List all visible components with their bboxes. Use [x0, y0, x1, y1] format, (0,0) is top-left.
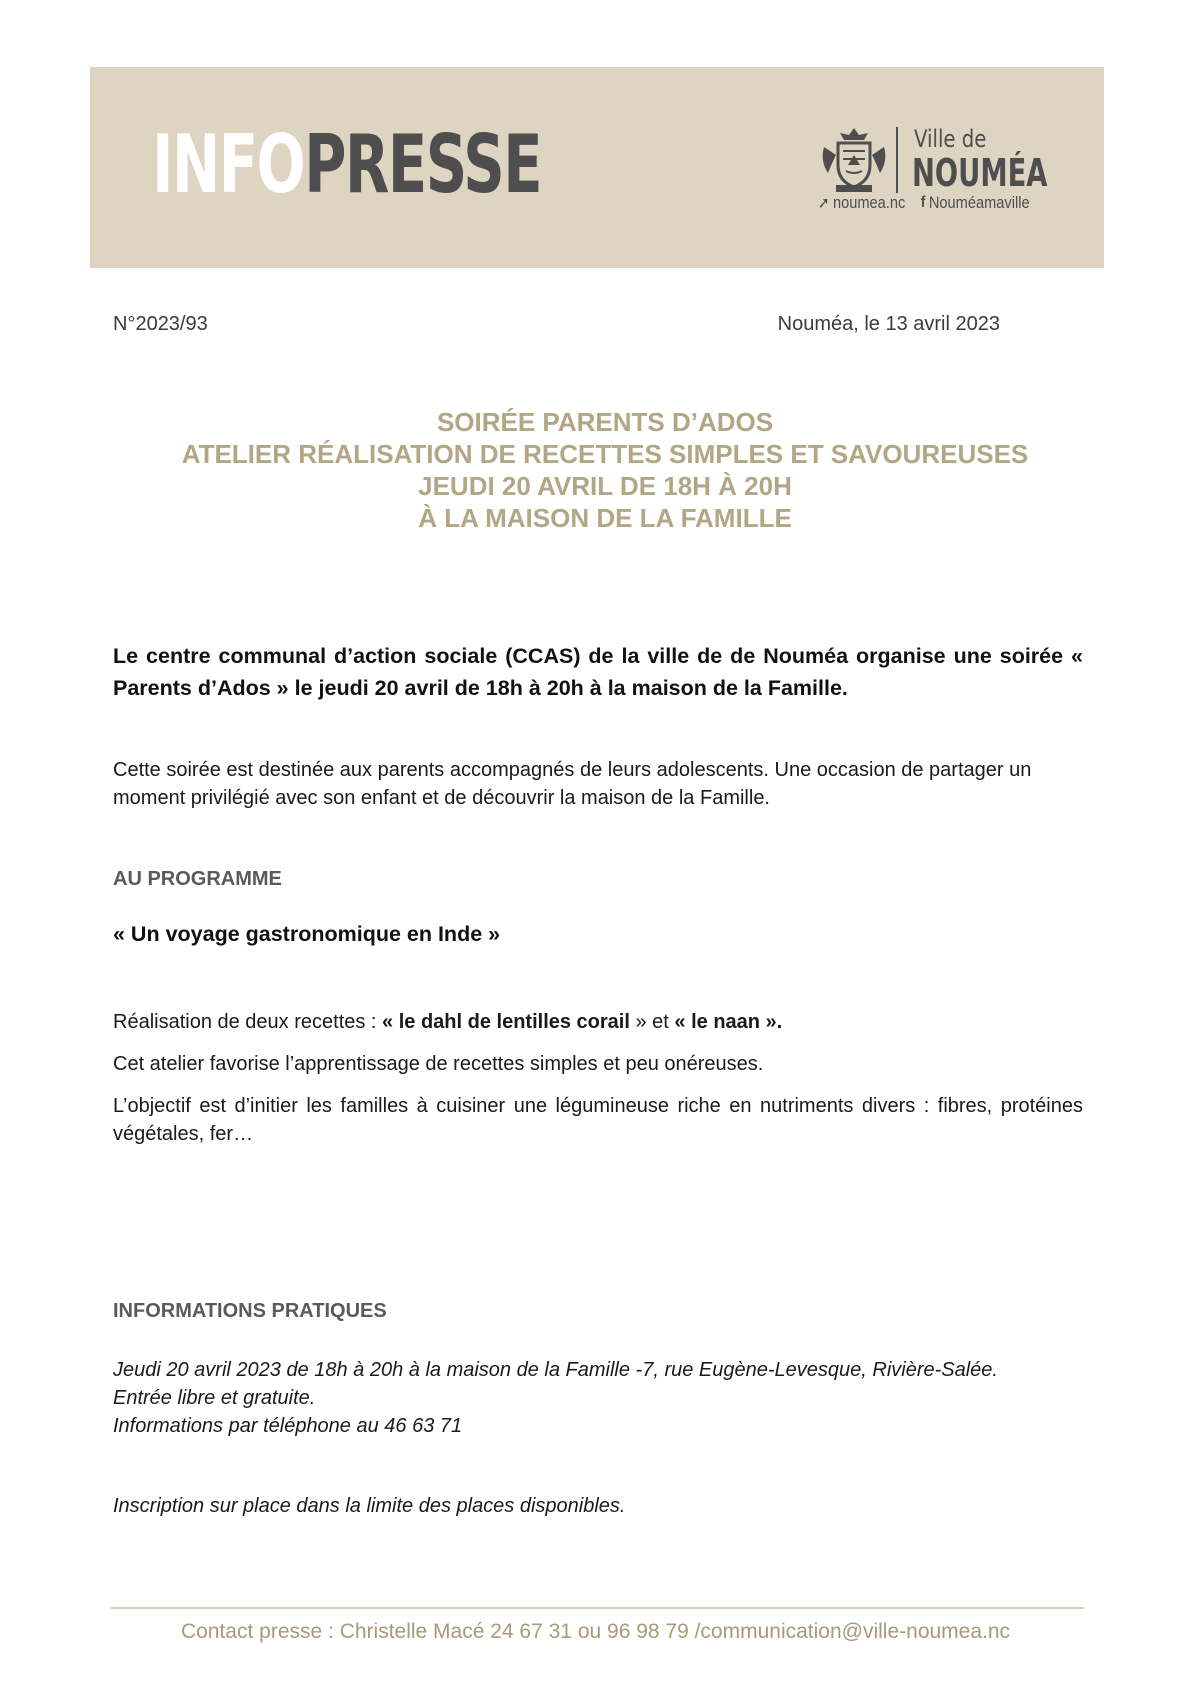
objective-paragraph: L’objectif est d’initier les familles à cuisiner une légumineuse riche en nutriments divers : fibres, protéines végétales, fer… — [113, 1095, 1083, 1145]
practical-line: Jeudi 20 avril 2023 de 18h à 20h à la maison de la Famille -7, rue Eugène-Levesque, Rivière-Salée. — [113, 1359, 998, 1381]
press-release-number: N°2023/93 — [113, 313, 208, 335]
city-crest-icon — [818, 125, 890, 195]
recipes-prefix: Réalisation de deux recettes : — [113, 1011, 383, 1033]
logo-ville-de: Ville de — [914, 125, 987, 153]
practical-info — [113, 1356, 1043, 1440]
recipes-between: » et — [629, 1011, 675, 1033]
logo-divider — [896, 127, 898, 193]
dateline: Nouméa, le 13 avril 2023 — [777, 313, 1000, 335]
registration-note: Inscription sur place dans la limite des places disponibles. — [113, 1495, 626, 1517]
programme-subtitle: « Un voyage gastronomique en Inde » — [113, 922, 501, 946]
headline-block — [90, 406, 1120, 534]
practical-line: Entrée libre et gratuite. — [113, 1387, 316, 1409]
logo-facebook[interactable]: Nouméamaville — [928, 193, 1030, 212]
brand-info: INFO — [152, 118, 305, 211]
headline-line: ATELIER RÉALISATION DE RECETTES SIMPLES ET SAVOUREUSES — [181, 439, 1029, 469]
headline-line: JEUDI 20 AVRIL DE 18H À 20H — [418, 471, 792, 501]
programme-heading: AU PROGRAMME — [113, 868, 282, 890]
facebook-icon: f — [920, 194, 926, 211]
intro-paragraph: Cette soirée est destinée aux parents accompagnés de leurs adolescents. Une occasion de partager un moment privilégié avec son enfant et de découvrir la maison de la Famille. — [113, 759, 1032, 809]
logo-socials — [818, 193, 1030, 213]
recipe-naan: « le naan ». — [674, 1011, 783, 1033]
practical-line: Informations par téléphone au 46 63 71 — [113, 1415, 463, 1437]
infopresse-wordmark — [152, 118, 542, 211]
logo-website[interactable]: noumea.nc — [832, 193, 906, 212]
header-banner — [90, 67, 1104, 268]
brand-presse: PRESSE — [304, 118, 542, 211]
press-contact: Contact presse : Christelle Macé 24 67 31 ou 96 98 79 /communication@ville-noumea.nc — [180, 1620, 1011, 1643]
practical-heading: INFORMATIONS PRATIQUES — [113, 1300, 387, 1322]
workshop-paragraph: Cet atelier favorise l’apprentissage de recettes simples et peu onéreuses. — [113, 1053, 764, 1075]
logo-city-name: NOUMÉA — [912, 151, 1048, 195]
footer-divider — [110, 1607, 1084, 1609]
website-arrow-icon: ➚ — [818, 195, 830, 212]
lead-paragraph: Le centre communal d’action sociale (CCAS) de la ville de de Nouméa organise une soirée « Parents d’Ados » le jeudi 20 avril de 18h à 20h à la maison de la Famille. — [113, 644, 1083, 700]
recipe-dahl: « le dahl de lentilles corail — [382, 1011, 630, 1033]
headline-line: À LA MAISON DE LA FAMILLE — [418, 503, 792, 533]
headline-line: SOIRÉE PARENTS D’ADOS — [436, 407, 774, 437]
recipes-paragraph — [113, 1008, 1083, 1036]
